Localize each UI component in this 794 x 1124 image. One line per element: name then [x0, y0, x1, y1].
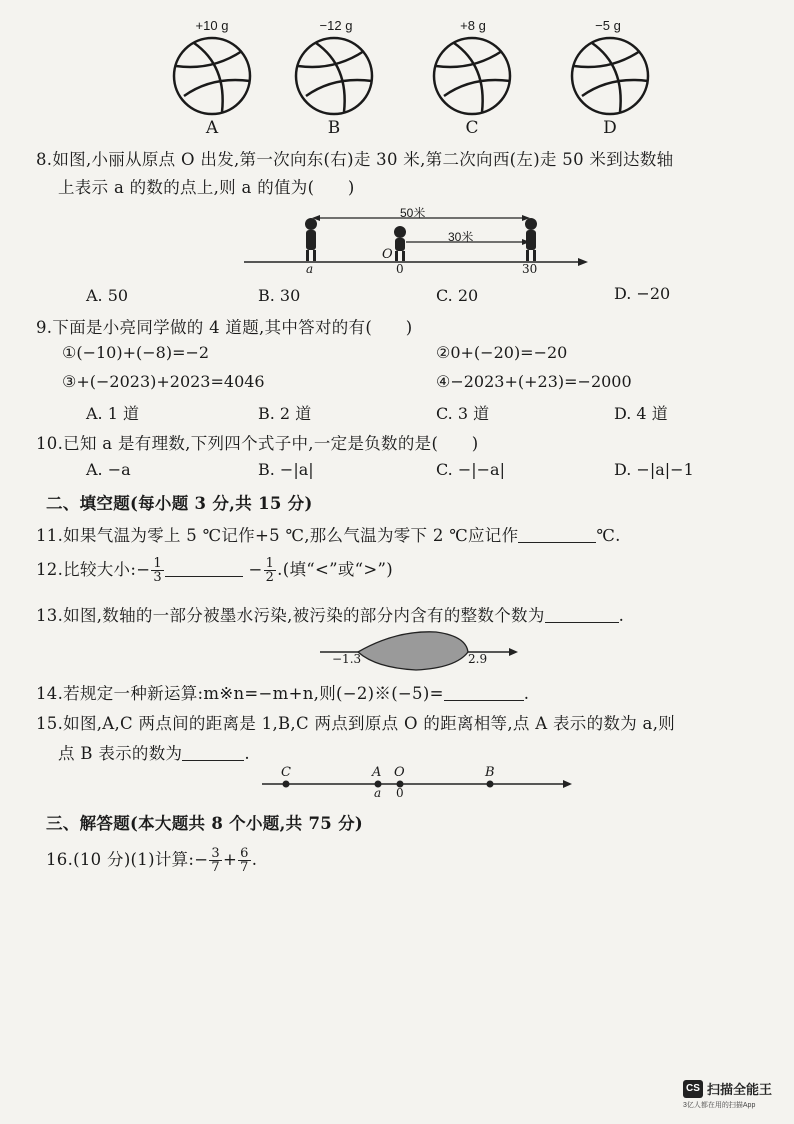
section-3-heading: 三、解答题(本大题共 8 个小题,共 75 分) — [46, 814, 363, 833]
q8-tick-a: a — [306, 262, 314, 276]
q11-text: 11.如果气温为零上 5 ℃记作+5 ℃,那么气温为零下 2 ℃应记作 — [36, 526, 519, 545]
q11 — [36, 522, 621, 546]
q16: 16.(10 分)(1)计算:− $\frac{3}{7}$ + $\frac{6}{7}$ . — [46, 846, 258, 875]
q14: 14.若规定一种新运算:m※n=−m+n,则(−2)※(−5)= . — [36, 684, 530, 703]
q16-fraction-2: $\frac{6}{7}$ — [240, 846, 249, 875]
person-icon — [394, 226, 406, 261]
q9-item-1: ①(−10)+(−8)=−2 — [62, 343, 210, 362]
person-icon — [305, 218, 317, 261]
ball-c-letter: C — [465, 118, 479, 138]
q9-option-c: C. 3 道 — [436, 404, 490, 423]
q15-label-zero: 0 — [396, 786, 404, 800]
q10-option-d: D. −|a|−1 — [614, 460, 694, 479]
q13-left-value: −1.3 — [332, 652, 362, 666]
q15-number-line — [250, 770, 580, 800]
q8-option-d: D. −20 — [614, 284, 671, 303]
scanner-watermark — [683, 1079, 772, 1110]
q15-label-c: C — [281, 765, 291, 780]
q12-fraction-1: $\frac{1}{3}$ — [153, 556, 162, 585]
q9-item-2: ②0+(−20)=−20 — [436, 343, 568, 362]
q12-mid: − — [248, 560, 263, 579]
q11-answer-blank — [518, 526, 596, 543]
q16-prefix: 16.(10 分)(1)计算:− — [46, 850, 209, 869]
basketballs-drawing — [0, 0, 794, 130]
q10-option-a: A. −a — [86, 460, 131, 479]
ball-b-letter: B — [327, 118, 341, 138]
q8-label-50m: 50米 — [400, 206, 426, 220]
basketball-icon — [572, 38, 648, 114]
person-icon — [525, 218, 537, 261]
q9-option-a: A. 1 道 — [86, 404, 139, 423]
q8-label-origin: O — [382, 247, 393, 262]
q13-right-value: 2.9 — [468, 652, 488, 666]
q10-option-b: B. −|a| — [258, 460, 314, 479]
ball-a-mass: +10 g — [195, 18, 229, 33]
q12-suffix: .(填“<”或“>”) — [277, 560, 393, 579]
q8-tick-0: 0 — [396, 262, 404, 276]
q8-option-a: A. 50 — [86, 286, 129, 305]
q15-line1: 15.如图,A,C 两点间的距离是 1,B,C 两点到原点 O 的距离相等,点 A 表示的数为 a,则 — [36, 714, 676, 733]
basketball-icon — [434, 38, 510, 114]
q15-label-a: A — [372, 765, 382, 780]
q10-stem: 10.已知 a 是有理数,下列四个式子中,一定是负数的是( ) — [36, 434, 479, 453]
q15-label-b: B — [485, 765, 495, 780]
camscanner-logo-icon: CS — [683, 1080, 703, 1098]
q15-answer-blank — [182, 744, 244, 761]
q12 — [36, 556, 393, 584]
ball-c-mass: +8 g — [460, 18, 486, 33]
q14-text: 14.若规定一种新运算:m※n=−m+n,则(−2)※(−5)= — [36, 684, 444, 703]
ball-b-mass: −12 g — [319, 18, 353, 33]
q14-answer-blank — [444, 684, 524, 701]
q12-prefix: 12.比较大小:− — [36, 560, 151, 579]
q8-option-b: B. 30 — [258, 286, 301, 305]
section-2-heading: 二、填空题(每小题 3 分,共 15 分) — [46, 494, 313, 513]
q8-tick-30: 30 — [522, 262, 538, 276]
watermark-subtitle: 3亿人都在用的扫描App — [683, 1102, 756, 1109]
q8-line1: 8.如图,小丽从原点 O 出发,第一次向东(右)走 30 米,第二次向西(左)走 50 米到达数轴 — [36, 150, 674, 169]
q13-answer-blank — [545, 606, 619, 623]
q15-label-o: O — [394, 765, 405, 780]
q9-option-b: B. 2 道 — [258, 404, 312, 423]
q16-fraction-1: $\frac{3}{7}$ — [211, 846, 220, 875]
ball-a-letter: A — [205, 118, 219, 138]
ball-d-mass: −5 g — [595, 18, 621, 33]
watermark-name: 扫描全能王 — [707, 1082, 773, 1097]
ball-d-letter: D — [603, 118, 617, 138]
q12-fraction-2: $\frac{1}{2}$ — [265, 556, 275, 585]
q15-line2: 点 B 表示的数为 . — [58, 744, 250, 763]
q13-text: 13.如图,数轴的一部分被墨水污染,被污染的部分内含有的整数个数为 — [36, 606, 545, 625]
basketball-icon — [296, 38, 372, 114]
q13: 13.如图,数轴的一部分被墨水污染,被污染的部分内含有的整数个数为 . — [36, 606, 625, 625]
q8-option-c: C. 20 — [436, 286, 479, 305]
q9-stem: 9.下面是小亮同学做的 4 道题,其中答对的有( ) — [36, 318, 413, 337]
q9-item-4: ④−2023+(+23)=−2000 — [436, 372, 632, 391]
q9-item-3: ③+(−2023)+2023=4046 — [62, 372, 265, 391]
q12-answer-blank — [165, 560, 243, 577]
ink-stain — [358, 632, 468, 670]
q16-plus: + — [223, 850, 238, 869]
q9-option-d: D. 4 道 — [614, 404, 668, 423]
q11-unit: ℃. — [596, 526, 621, 545]
q15-label-a-value: a — [374, 786, 382, 800]
basketball-icon — [174, 38, 250, 114]
q10-option-c: C. −|−a| — [436, 460, 505, 479]
q8-label-30m: 30米 — [448, 230, 474, 244]
q8-line2: 上表示 a 的数的点上,则 a 的值为( ) — [58, 178, 355, 197]
